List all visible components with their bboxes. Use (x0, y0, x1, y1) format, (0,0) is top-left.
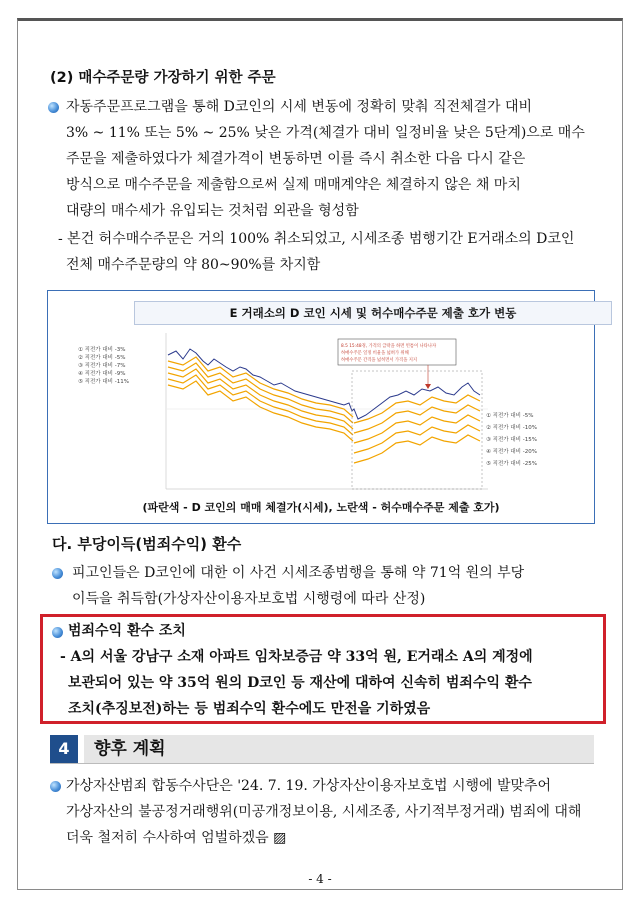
bullet-icon (52, 627, 63, 638)
legend-left-3: ③ 직전가 대비 -7% (78, 363, 126, 369)
text-line: 보관되어 있는 약 35억 원의 D코인 등 재산에 대하여 신속히 범죄수익 환수 (68, 675, 532, 691)
section-number-badge: 4 (50, 735, 78, 763)
seizure-title: 범죄수익 환수 조치 (68, 623, 186, 639)
legend-right-2: ② 직전가 대비 -10% (486, 425, 537, 431)
text-line: 가상자산범죄 합동수사단은 '24. 7. 19. 가상자산이용자보호법 시행에 발맞추어 (66, 778, 552, 794)
price-chart (48, 291, 593, 491)
text-line: 피고인들은 D코인에 대한 이 사건 시세조종범행을 통해 약 71억 원의 부당 (72, 565, 525, 581)
section2-dash-paragraph (58, 226, 598, 278)
fake-order-lines (168, 357, 353, 441)
annotation-line: 허매수주문 간격을 넓히면서 가격을 지지 (341, 358, 418, 363)
text-line: 3% ~ 11% 또는 5% ~ 25% 낮은 가격(체결가 대비 일정비율 낮은 5단계)으로 매수 (66, 125, 585, 141)
section-title: (2) 매수주문량 가장하기 위한 주문 (50, 70, 276, 86)
annotation-line: 8.5 15:48경, 가격의 급락을 하면 빈틈이 나타나자 (341, 344, 437, 349)
text-line: 이득을 취득함(가상자산이용자보호법 시행령에 따라 산정) (72, 591, 426, 607)
text-line: 조치(추징보전)하는 등 범죄수익 환수에도 만전을 기하였음 (68, 701, 431, 717)
section4-paragraph (66, 773, 596, 851)
figure-caption: (파란색 - D 코인의 매매 체결가(시세), 노란색 - 허수매수주문 제출 호가) (142, 501, 500, 514)
legend-left-4: ④ 직전가 대비 -9% (78, 371, 126, 377)
figure-title: E 거래소의 D 코인 시세 및 허수매수주문 제출 호가 변동 (134, 301, 612, 325)
figure-box (47, 290, 595, 524)
text-line: 더욱 철저히 수사하여 엄벌하겠음 ▨ (66, 830, 287, 846)
text-line: - 본건 허수매수주문은 거의 100% 취소되었고, 시세조종 범행기간 E거래소의 D코인 (58, 231, 575, 247)
legend-right-4: ④ 직전가 대비 -20% (486, 449, 537, 455)
legend-left-1: ① 직전가 대비 -3% (78, 347, 126, 353)
text-line: 방식으로 매수주문을 제출함으로써 실제 매매계약은 체결하지 않은 채 마치 (66, 177, 521, 193)
text-line: 자동주문프로그램을 통해 D코인의 시세 변동에 정확히 맞춰 직전체결가 대비 (66, 99, 533, 115)
page-number: - 4 - (308, 872, 332, 886)
highlight-region (352, 371, 482, 489)
legend-right-1: ① 직전가 대비 -5% (486, 413, 534, 419)
legend-right-5: ⑤ 직전가 대비 -25% (486, 461, 537, 467)
section-divider (50, 763, 594, 764)
text-line: - A의 서울 강남구 소재 아파트 임차보증금 약 33억 원, E거래소 A의 계정에 (60, 649, 533, 665)
text-line: 가상자산의 불공정거래행위(미공개정보이용, 시세조종, 사기적부정거래) 범죄에 대해 (66, 804, 582, 820)
section2-bullet-paragraph (66, 94, 594, 224)
section4-title: 향후 계획 (84, 735, 594, 763)
text-line: 전체 매수주문량의 약 80~90%를 차지함 (66, 257, 321, 273)
legend-left-2: ② 직전가 대비 -5% (78, 355, 126, 361)
seizure-paragraph (60, 644, 600, 722)
text-line: 주문을 제출하였다가 체결가격이 변동하면 이를 즉시 취소한 다음 다시 같은 (66, 151, 526, 167)
text-line: 대량의 매수세가 유입되는 것처럼 외관을 형성함 (66, 203, 359, 219)
legend-right-3: ③ 직전가 대비 -15% (486, 437, 537, 443)
bullet-icon (50, 781, 61, 792)
subsection-title: 다. 부당이득(범죄수익) 환수 (52, 535, 242, 553)
bullet-icon (48, 102, 59, 113)
bullet-icon (52, 568, 63, 579)
annotation-line: 허매수주문 일정 비율을 넓혀가 위해 (341, 351, 409, 356)
legend-left-5: ⑤ 직전가 대비 -11% (78, 379, 129, 385)
section-da-paragraph (72, 560, 594, 612)
